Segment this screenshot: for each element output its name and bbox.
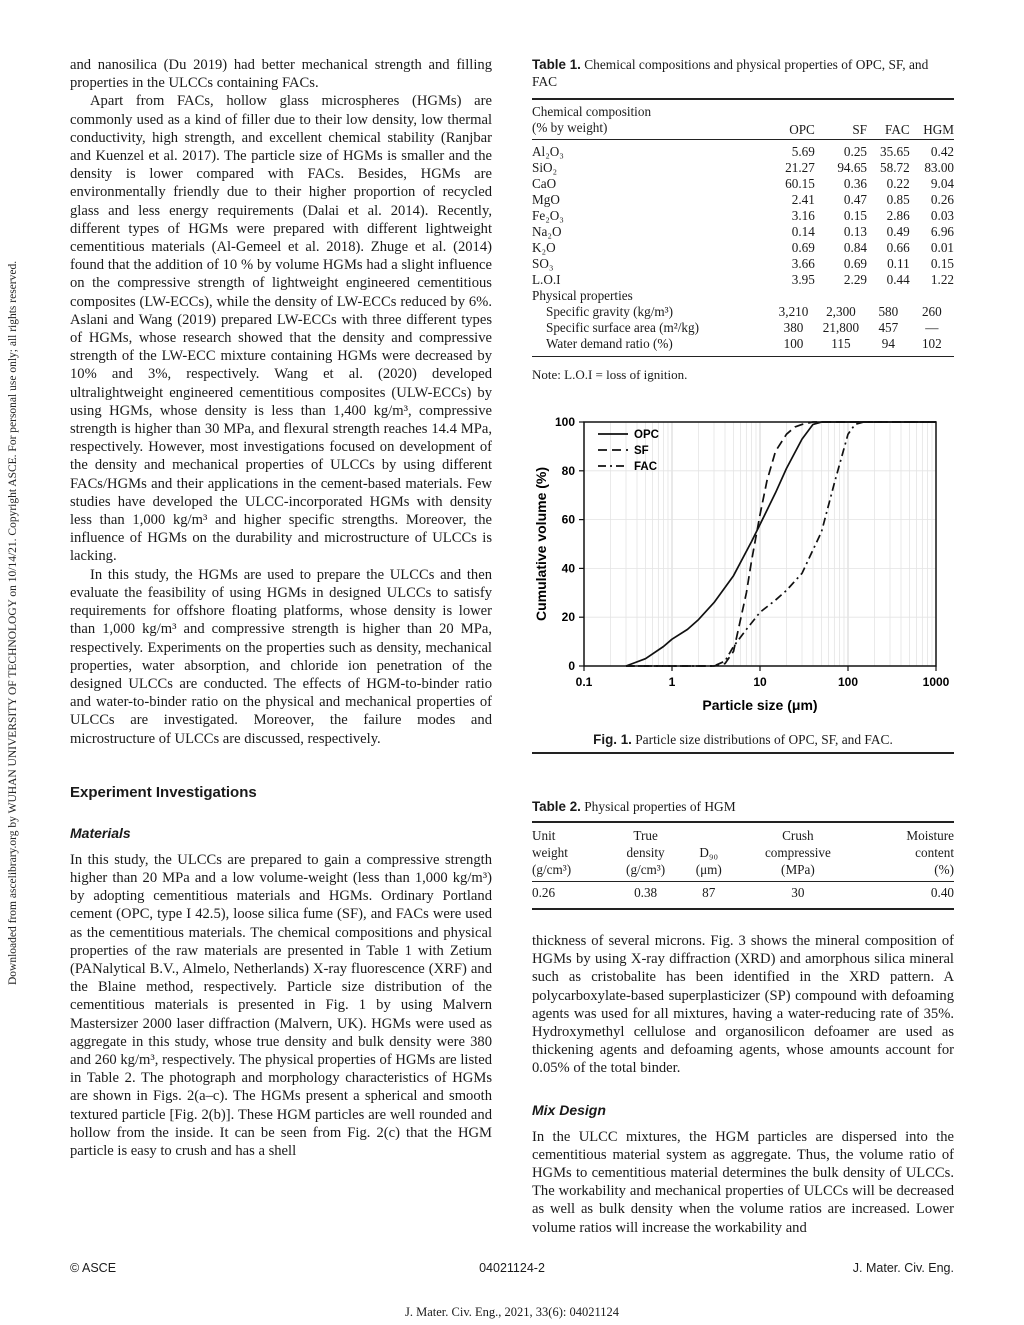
table1-row bbox=[532, 272, 954, 288]
table1-cell: 2.29 bbox=[843, 272, 867, 287]
table1-caption bbox=[532, 56, 954, 90]
particle-size-chart bbox=[532, 404, 954, 729]
table1-cell: 35.65 bbox=[880, 144, 910, 159]
table1-row-label: SO₃ bbox=[532, 256, 554, 271]
paragraph-3: In this study, the HGMs are used to prepare the ULCCs and then evaluate the feasibility of using HGMs in designed ULCCs to satisfy requirements for offshore floating platforms, whose density is lower than 1,000 kg/m³ and compressive strength is higher than 20 MPa, respectively. Experiments on the properties such as density, mechanical properties, water absorption, and chloride ion penetration of the designed ULCCs are conducted. The effects of HGM-to-binder ratio and water-to-binder ratio on the physical and mechanical properties of ULCCs are investigated. Moreover, the failure modes and microstructure of ULCCs are discussed, respectively. bbox=[70, 566, 492, 747]
table1-note: Note: L.O.I = loss of ignition. bbox=[532, 367, 688, 382]
table1-cell: 0.85 bbox=[886, 192, 910, 207]
table1-caption-text: Chemical compositions and physical properties of OPC, SF, and FAC bbox=[532, 57, 929, 89]
paragraph-1: and nanosilica (Du 2019) had better mechanical strength and filling properties in the ULCCs containing FACs. bbox=[70, 57, 492, 92]
table2-col-header-line: (g/cm³) bbox=[532, 862, 572, 877]
table1-cell: 5.69 bbox=[791, 144, 815, 159]
table2-col-header-line: True bbox=[633, 828, 658, 843]
fig1-label: Fig. 1. bbox=[593, 732, 632, 747]
x-tick-label: 100 bbox=[837, 675, 859, 689]
legend-label: OPC bbox=[634, 429, 659, 441]
table1-row-label: MgO bbox=[532, 192, 560, 207]
subsection-heading-materials: Materials bbox=[70, 824, 131, 841]
x-axis-label: Particle size (μm) bbox=[702, 697, 818, 713]
table1-cell: 0.01 bbox=[930, 240, 954, 255]
table2-col-header-line: Unit bbox=[532, 828, 556, 843]
table1-cell: 0.26 bbox=[930, 192, 954, 207]
table2-col-header bbox=[734, 822, 862, 882]
table1-row bbox=[532, 320, 954, 336]
paragraph-6: In the ULCC mixtures, the HGM particles are dispersed into the cementitious material system as aggregate. Thus, the volume ratio of HGMs to cementitious material determines the bulk density of ULCCs. The workability and mechanical properties of ULCCs will be decreased as well as bulk density when the volume ratios are increased. Lower volume ratios will increase the workability and bbox=[532, 1128, 954, 1236]
table1-cell: — bbox=[925, 320, 939, 335]
table1-cell: 457 bbox=[878, 320, 899, 335]
table1-cell: 0.47 bbox=[843, 192, 867, 207]
table1-cell: 100 bbox=[783, 336, 804, 351]
table2-col-header-line: compressive bbox=[764, 845, 831, 860]
table1-row-label: Water demand ratio (%) bbox=[546, 336, 673, 351]
table1-cell: 0.22 bbox=[886, 176, 910, 191]
table1-cell: 58.72 bbox=[880, 160, 910, 175]
table1-row-label: Fe₂O₃ bbox=[532, 208, 564, 223]
table1-cell: 0.14 bbox=[791, 224, 815, 239]
table2-col-header bbox=[862, 822, 954, 882]
table1 bbox=[532, 98, 954, 352]
fig1-caption bbox=[532, 732, 954, 754]
table1-row bbox=[532, 208, 954, 224]
table1-cell: 21,800 bbox=[822, 320, 860, 335]
table2-caption-text: Physical properties of HGM bbox=[584, 799, 736, 814]
x-tick-label: 0.1 bbox=[575, 675, 593, 689]
table1-row-label: Al₂O₃ bbox=[532, 144, 564, 159]
legend-label: FAC bbox=[634, 461, 657, 473]
series-line-opc bbox=[626, 422, 936, 666]
table1-row-label: SiO₂ bbox=[532, 160, 558, 175]
legend-label: SF bbox=[634, 445, 649, 457]
table1-cell: 0.25 bbox=[843, 144, 867, 159]
table1-row-label: K₂O bbox=[532, 240, 556, 255]
table1-physical-heading: Physical properties bbox=[532, 288, 633, 303]
table1-cell: 1.22 bbox=[930, 272, 954, 287]
table1-row-label: Na₂O bbox=[532, 224, 562, 239]
table1-cell: 94 bbox=[881, 336, 895, 351]
table2-block bbox=[532, 798, 954, 910]
table2-col-header-line: D₉₀ bbox=[699, 845, 719, 860]
table1-row bbox=[532, 176, 954, 192]
table1-cell: 2.41 bbox=[791, 192, 815, 207]
citation-line: J. Mater. Civ. Eng., 2021, 33(6): 04021124 bbox=[405, 1305, 619, 1319]
table1-row bbox=[532, 336, 954, 352]
table1-row bbox=[532, 304, 954, 320]
table1-cell: 0.69 bbox=[843, 256, 867, 271]
table1-cell: 115 bbox=[831, 336, 851, 351]
table2-cell: 0.40 bbox=[930, 885, 954, 900]
table1-cell: 102 bbox=[921, 336, 942, 351]
table1-cell: 0.42 bbox=[930, 144, 954, 159]
table2-col-header-line: (μm) bbox=[695, 862, 722, 877]
table2 bbox=[532, 821, 954, 904]
paragraph-2: Apart from FACs, hollow glass microspheres (HGMs) are commonly used as a kind of filler due to their low density, low thermal conductivity, high strength, and excellent chemical stability (Ranjbar and Kuenzel et al. 2017). The particle size of HGMs is smaller and the density is lower compared with FACs. Besides, HGMs are environmentally friendly due to their higher proportion of recycled glass and less energy requirements (Dalai et al. 2014). Recently, different types of HGMs were prepared with different lightweight cementitious materials (Al-Gemeel et al. 2018). Zhuge et al. (2014) found that the addition of 10 % by volume HGMs had a slight influence on the compressive strength of lightweight engineered cementitious composites (LW-ECCs), while the density of LW-ECCs reduced by 6%. Aslani and Wang (2019) prepared LW-ECCs with three different types of HGMs, whose research showed that the density and compressive strength of the LW-ECC mixture containing HGMs were decreased by 10% and 3%, respectively. Wang et al. (2020) developed ultralightweight engineered cementitious composites (ULW-ECCs) by using HGMs, whose density is less than 1,400 kg/m³, compressive strength is higher than 30 MPa, and flexural strength reaches 14.4 MPa, respectively. However, most investigations focused on development of the density and mechanical properties of ULCCs by using different FACs/HGMs and their applications in the cement-based materials. Few studies have developed the ULCC-incorporated HGMs with density less than 1,000 kg/m³ and higher specific strengths. Moreover, the influence of HGMs on the durability and microstructure of ULCCs is lacking. bbox=[70, 93, 492, 565]
table2-cell: 87 bbox=[702, 885, 716, 900]
left-column bbox=[70, 56, 492, 1160]
table1-cell: 580 bbox=[878, 304, 899, 319]
table1-cell: 0.69 bbox=[791, 240, 815, 255]
table2-col-header-line: Crush bbox=[782, 828, 814, 843]
table1-cell: 2.86 bbox=[886, 208, 910, 223]
footer-page-id: 04021124-2 bbox=[479, 1261, 545, 1275]
table1-cell: 0.36 bbox=[843, 176, 867, 191]
y-tick-label: 20 bbox=[561, 610, 575, 625]
table2-col-header-line: (MPa) bbox=[781, 862, 815, 877]
table2-col-header-line: density bbox=[626, 845, 665, 860]
table2-col-header-line: content bbox=[915, 845, 954, 860]
y-tick-label: 40 bbox=[561, 561, 575, 576]
subsection-heading-mix-design: Mix Design bbox=[532, 1101, 606, 1118]
table1-head-line1: Chemical composition bbox=[532, 104, 652, 119]
table1-label: Table 1. bbox=[532, 57, 581, 72]
section-heading-experiment: Experiment Investigations bbox=[70, 783, 257, 801]
table1-row-label: Specific surface area (m²/kg) bbox=[546, 320, 699, 335]
right-column bbox=[532, 56, 954, 1236]
table1-row-label: L.O.I bbox=[532, 272, 561, 287]
table1-col-fac: FAC bbox=[884, 121, 910, 137]
table1-cell: 60.15 bbox=[785, 176, 815, 191]
series-line-fac bbox=[626, 422, 936, 666]
table2-col-header-line: Moisture bbox=[906, 828, 954, 843]
paragraph-5: thickness of several microns. Fig. 3 shows the mineral composition of HGMs by using X-ray diffraction (XRD) and amorphous silica mineral such as cristobalite has been identified in the XRD pattern. A polycarboxylate-based superplasticizer (SP) compound with defoaming agents was used for all mixtures, having a water-reducing rate of 35%. Hydroxymethyl cellulose and organosilicon defoamer are used as thickening agents and defoaming agents, whose amounts account for 0.05% of the total binder. bbox=[532, 933, 954, 1077]
footer-journal: J. Mater. Civ. Eng. bbox=[852, 1261, 954, 1275]
table1-cell: 3.66 bbox=[791, 256, 815, 271]
series-line-sf bbox=[626, 422, 936, 666]
table1-row bbox=[532, 192, 954, 208]
table1-cell: 0.44 bbox=[886, 272, 910, 287]
table2-col-header-line: (g/cm³) bbox=[626, 862, 666, 877]
y-tick-label: 0 bbox=[568, 659, 575, 673]
x-tick-label: 10 bbox=[753, 675, 767, 689]
table1-cell: 380 bbox=[783, 320, 804, 335]
table1-cell: 0.66 bbox=[886, 240, 910, 255]
table1-cell: 0.84 bbox=[843, 240, 867, 255]
table1-head-line2: (% by weight) bbox=[532, 120, 608, 135]
table1-col-sf: SF bbox=[852, 121, 867, 137]
table2-col-header bbox=[683, 822, 734, 882]
paragraph-4: In this study, the ULCCs are prepared to gain a compressive strength higher than 20 MPa and a low volume-weight (less than 1,000 kg/m³) by adopting cementitious materials and HGMs. Ordinary Portland cement (OPC, type I 42.5), loose silica fume (SF), and FACs were used as the cementitious materials. The chemical compositions and physical properties of the raw materials are presented in Table 1 with Zetium (PANalytical B.V., Almelo, Netherlands) X-ray fluorescence (XRF) and the Blaine method, respectively. Particle size distribution of the cementitious materials is presented in Fig. 1 by using Malvern Mastersizer 2000 laser diffraction (Malvern, UK). HGMs were used as aggregate in this study, whose true density and bulk density were 380 and 260 kg/m³, respectively. The physical properties of HGMs are listed in Table 2. The photograph and morphology characteristics of HGMs are shown in Figs. 2(a–c). The HGMs present a spherical and smooth textured particle [Fig. 2(b)]. These HGM particles are well rounded and hollow from the inside. It can be seen from Fig. 2(c) that the HGM particle is easy to crush and has a shell bbox=[70, 851, 492, 1159]
fig1-caption-text: Particle size distributions of OPC, SF, and FAC. bbox=[635, 732, 893, 747]
table1-cell: 9.04 bbox=[930, 176, 954, 191]
table1-cell: 0.15 bbox=[930, 256, 954, 271]
y-axis-label: Cumulative volume (%) bbox=[533, 466, 549, 622]
table2-col-header bbox=[532, 822, 608, 882]
table1-cell: 3,210 bbox=[778, 304, 809, 319]
table2-cell: 0.26 bbox=[532, 885, 556, 900]
table1-col-hgm: HGM bbox=[923, 121, 954, 137]
table1-cell: 0.13 bbox=[843, 224, 867, 239]
table2-col-header bbox=[608, 822, 684, 882]
x-tick-label: 1 bbox=[668, 675, 676, 689]
table2-cell: 0.38 bbox=[634, 885, 658, 900]
table2-col-header-line bbox=[683, 827, 734, 844]
footer-copyright: © ASCE bbox=[70, 1261, 117, 1275]
table1-row bbox=[532, 160, 954, 176]
y-tick-label: 60 bbox=[561, 512, 575, 527]
download-notice: Downloaded from ascelibrary.org by WUHAN UNIVERSITY OF TECHNOLOGY on 10/14/21. Copyright ASCE. For personal use only; all rights reserved. bbox=[7, 260, 19, 985]
table1-cell: 0.15 bbox=[843, 208, 867, 223]
table1-cell: 3.95 bbox=[791, 272, 815, 287]
table1-cell: 2,300 bbox=[826, 304, 856, 319]
table1-row bbox=[532, 256, 954, 272]
y-tick-label: 80 bbox=[561, 463, 575, 478]
table1-cell: 94.65 bbox=[837, 160, 867, 175]
figure-1 bbox=[532, 404, 954, 729]
table1-row bbox=[532, 240, 954, 256]
table1-cell: 21.27 bbox=[785, 160, 815, 175]
table1-row bbox=[532, 140, 954, 161]
table1-row-label: Specific gravity (kg/m³) bbox=[546, 304, 674, 319]
table1-cell: 3.16 bbox=[791, 208, 815, 223]
table2-caption bbox=[532, 798, 954, 815]
x-tick-label: 1000 bbox=[922, 675, 950, 689]
table2-col-header-line: (%) bbox=[934, 862, 954, 877]
table2-cell: 30 bbox=[791, 885, 805, 900]
table1-cell: 6.96 bbox=[930, 224, 954, 239]
table1-cell: 0.11 bbox=[887, 256, 910, 271]
y-tick-label: 100 bbox=[554, 415, 575, 429]
table1-row bbox=[532, 224, 954, 240]
table1-cell: 83.00 bbox=[924, 160, 954, 175]
table1-cell: 260 bbox=[921, 304, 942, 319]
table1-col-opc: OPC bbox=[789, 121, 815, 137]
table2-label: Table 2. bbox=[532, 799, 581, 814]
table1-row-label: CaO bbox=[532, 176, 557, 191]
table1-cell: 0.03 bbox=[930, 208, 954, 223]
table1-cell: 0.49 bbox=[886, 224, 910, 239]
table2-col-header-line: weight bbox=[532, 845, 568, 860]
